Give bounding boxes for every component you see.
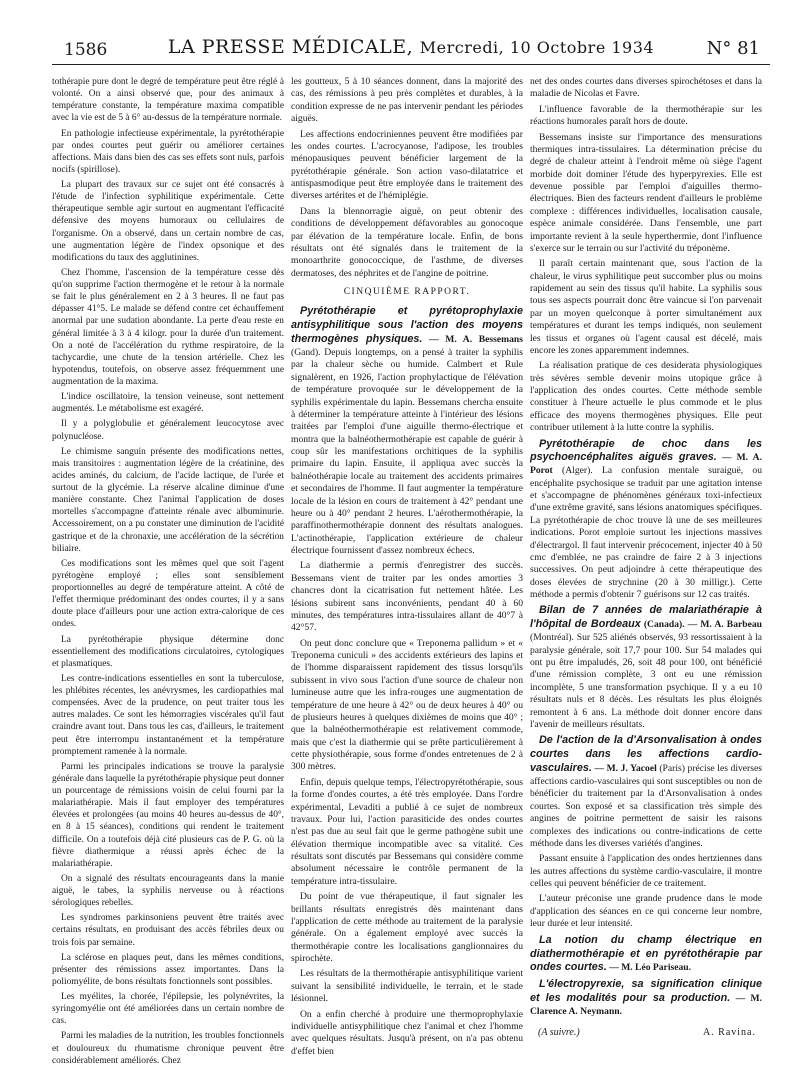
issue-number: N° 81 bbox=[706, 38, 760, 59]
paragraph: les goutteux, 5 à 10 séances donnent, dans la majorité des cas, des rémissions à peu près complètes et durables, à la condition expresse de ne pas intervenir pendant les périodes aiguës. bbox=[291, 76, 523, 125]
report-title: Pyrétothérapie de choc dans les psychoencéphalites aiguës graves. bbox=[530, 437, 762, 464]
journal-title-line bbox=[52, 36, 770, 58]
report-place: (Gand). bbox=[291, 347, 321, 359]
paragraph: On a signalé des résultats encourageants dans la manie aiguë, le tabes, la syphilis nerveuse ou à réactions sérologiques rebelles. bbox=[52, 873, 284, 909]
report-entry bbox=[530, 978, 762, 1018]
paragraph: La pyrétothérapie physique détermine donc essentiellement des modifications circulatoires, cytologiques et plasmatiques. bbox=[52, 634, 284, 669]
journal-title: LA PRESSE MÉDICALE, bbox=[167, 36, 414, 58]
issue-date: Mercredi, 10 Octobre 1934 bbox=[419, 38, 655, 57]
report-place: (Montréal). bbox=[530, 632, 574, 644]
report-entry bbox=[530, 604, 762, 731]
report-title: Bilan de 7 années de malariathérapie à l'hôpital de Bordeaux bbox=[530, 604, 762, 631]
report-title: Pyrétothérapie et pyrétoprophylaxie antisyphilitique sous l'action des moyens thermogènes physiques. bbox=[291, 305, 523, 346]
paragraph: Bessemans insiste sur l'importance des mensurations thermiques intra-tissulaires. La détermination précise du degré de chaleur atteint à l'endroit même où siège l'agent morbide doit dominer l'étude des hyperpyrexies. Elle est devenue possible par l'emploi d'aiguilles thermo-électriques. Bien des facteurs rendent d'ailleurs le problème complexe : différences individuelles, localisation causale, espèce animale considérée. Dans l'ensemble, une part importante revient à la seule hyperthermie, dont l'influence s'exerce sur le terrain ou sur l'activité du tréponème. bbox=[530, 131, 762, 254]
paragraph: L'indice oscillatoire, la tension veineuse, sont nettement augmentés. Le métabolisme est exagéré. bbox=[52, 392, 284, 415]
paragraph: On a enfin cherché à produire une thermoprophylaxie individuelle antisyphilitique chez l'animal et chez l'homme avec quelques résultats. Jusqu'à présent, on n'a pas obtenu d'effet bien bbox=[291, 1008, 523, 1057]
page-header bbox=[52, 34, 770, 65]
paragraph: L'influence favorable de la thermothérapie sur les réactions humorales paraît hors de doute. bbox=[530, 103, 762, 128]
paragraph: Les syndromes parkinsoniens peuvent être traités avec certains résultats, en produisant des accès fébriles deux ou trois fois par semaine. bbox=[52, 913, 284, 948]
paragraph: Dans la blennorragie aiguë, on peut obtenir des conditions de développement défavorables au gonocoque par élévation de la température locale. Enfin, de bons résultats ont été signalés dans le traitement de la monoarthrite gonococcique, de l'asthme, de diverses dermatoses, des néphrites et de l'angine de poitrine. bbox=[291, 205, 523, 279]
report-entry bbox=[530, 934, 762, 976]
report-text: précise les diverses affections cardio-vasculaires qui sont susceptibles ou non de bénéficier du traitement par la d'Arsonvalisation à ondes courtes. Son exposé et sa classification très simple des angines de poitrine permettent de saisir les raisons complexes des indications ou contre-indications de cette méthode dans les diverses variétés d'angines. bbox=[530, 763, 762, 849]
paragraph: Passant ensuite à l'application des ondes hertziennes dans les autres affections du système cardio-vasculaire, il montre celles qui peuvent bénéficier de ce traitement. bbox=[530, 853, 762, 890]
report-title: La notion du champ électrique en diathermothérapie et en pyrétothérapie par ondes courtes. bbox=[530, 933, 762, 974]
report-author: — M. Clarence A. Neymann. bbox=[530, 993, 762, 1018]
paragraph: Parmi les principales indications se trouve la paralysie générale dans laquelle la pyrétothérapie physique peut donner un pourcentage de rémissions voisin de celui fourni par la malariathérapie. Mais il faut employer des températures élevées et prolongées (au moins 40 heures au-dessus de 40°, en 8 à 15 séances), conditions qui rendent le traitement difficile. On a toutefois déjà cité plusieurs cas de P. G. où la fièvre diathermique a réussi après échec de la malariathérapie. bbox=[52, 761, 284, 869]
paragraph: La réalisation pratique de ces desiderata physiologiques très sévères semble devenir moins utopique grâce à l'application des ondes courtes. Cette méthode semble constituer à l'heure actuelle le plus commode et le plus efficace des moyens thermogènes physiques. Elle peut contribuer utilement à la lutte contre la syphilis. bbox=[530, 360, 762, 434]
paragraph: Du point de vue thérapeutique, il faut signaler les brillants résultats enregistrés dès maintenant dans l'application de cette méthode au traitement de la paralysie générale. On a également employé avec succès la thermothérapie contre les localisations ganglionnaires du spirochète. bbox=[291, 891, 523, 965]
report-place: (Alger). bbox=[562, 465, 593, 477]
paragraph: On peut donc conclure que « Treponema pallidum » et « Treponema cuniculi » des accidents extérieurs des lapins et de l'homme disparaissent rapidement des tissus lorsqu'ils subissent in vivo sous l'action d'une source de chaleur non lumineuse autre que les infra-rouges une augmentation de température de une heure à 42° ou de deux heures à 40° ou de plusieurs heures à quelques dixièmes de moins que 40° ; que la balnéothermothérapie est relativement commode, mais que c'est la diathermie qui se prête particulièrement à cette physiothérapie, sous forme d'ondes entretenues de 2 à 300 mètres. bbox=[291, 637, 523, 773]
page-number: 1586 bbox=[64, 40, 108, 60]
report-entry bbox=[530, 438, 762, 602]
report-title: De l'action de la d'Arsonvalisation à ondes courtes dans les affections cardio-vasculaires. bbox=[530, 734, 762, 775]
report-place: (Paris) bbox=[659, 763, 685, 775]
author-signature: A. Ravina. bbox=[702, 1026, 756, 1038]
paragraph: Parmi les maladies de la nutrition, les troubles fonctionnels et douloureux du rhumatisme chronique peuvent être considérablement améliorés. Chez bbox=[52, 1031, 284, 1066]
paragraph: Enfin, depuis quelque temps, l'électropyrétothérapie, sous la forme d'ondes courtes, a été très employée. Dans l'ordre expérimental, Levaditi a publié à ce sujet de nombreux travaux. Pour lui, l'action parasiticide des ondes courtes n'est pas due au seul fait que le germe pathogène subit une élévation thermique incompatible avec sa vitalité. Ces résultats sont discutés par Bessemans qui considère comme absolument nécessaire le contrôle permanent de la température intra-tissulaire. bbox=[291, 776, 523, 887]
paragraph: net des ondes courtes dans diverses spirochétoses et dans la maladie de Nicolas et Favre. bbox=[530, 76, 762, 100]
paragraph: En pathologie infectieuse expérimentale, la pyrétothérapie par ondes courtes peut guérir ou améliorer certaines affections. Mais dans bien des cas ses effets sont nuls, parfois nocifs (spirillose). bbox=[52, 128, 284, 175]
paragraph: Les contre-indications essentielles en sont la tuberculose, les phlébites récentes, les anévrysmes, les cardiopathies mal compensées. Avec de la prudence, on peut traiter tous les autres malades. Ce sont les hémorragies viscérales qu'il faut craindre avant tout. Dans tous les cas, d'ailleurs, le traitement peut être interrompu instantanément et la température promptement ramenée à la normale. bbox=[52, 673, 284, 757]
report-text: La confusion mentale suraiguë, ou encéphalite psychosique se traduit par une agitation intense et s'accompagne de phénomènes généraux toxi-infectieux d'une extrême gravité, sans lésions anatomiques spécifiques. La pyrétothérapie de choc trouve là une de ses meilleures indications. Porot emploie surtout les injections massives d'électrargol. Il faut intervenir précocement, injecter 40 à 50 cmc d'emblée, ne pas craindre de faire 2 à 3 injections successives. On peut adjoindre à cette thérapeutique des doses élevées de strychnine (20 à 30 milligr.). Cette méthode a permis d'obtenir 7 guérisons sur 12 cas traités. bbox=[530, 465, 763, 601]
paragraph: Le chimisme sanguin présente des modifications nettes, mais transitoires : augmentation légère de la créatinine, des acides aminés, du calcium, de l'acide lactique, de l'urée et surtout de la glycémie. La réserve alcaline diminue d'une manière constante. Chez l'animal l'application de doses mortelles s'accompagne d'atteinte rénale avec albuminurie. Accessoirement, on a pu constater une diminution de l'acidité gastrique et de la chronaxie, une accélération de la sécrétion biliaire. bbox=[52, 446, 284, 554]
paragraph: La sclérose en plaques peut, dans les mêmes conditions, présenter des rémissions assez importantes. Dans la poliomyélite, de bons résultats fonctionnels sont possibles. bbox=[52, 952, 284, 987]
report-author: — M. J. Yacoel bbox=[594, 763, 657, 775]
column-2 bbox=[291, 76, 523, 1061]
continued-note: (A suivre.) bbox=[538, 1026, 580, 1038]
column-3 bbox=[530, 76, 762, 1043]
report-text: Depuis longtemps, on a pensé à traiter la syphilis par la chaleur sèche ou humide. Calmbert et Rule signalèrent, en 1926, l'action prophylactique de l'élévation de température provoquée sur le développement de la syphilis expérimentale du lapin. Bessemans chercha ensuite à déterminer la température atteinte à l'intérieur des lésions traitées par l'emploi d'une aiguille thermo-électrique et montra que la balnéothermothérapie est capable de guérir à coup sûr les manifestations orchitiques de la syphilis primaire du lapin. Ensuite, il appliqua avec succès la balnéothérapie locale au traitement des accidents primaires et secondaires de l'homme. Il faut augmenter la température locale de la lésion en cours de traitement à 42° pendant une heure ou à 40° pendant 2 heures. L'aérothermothérapie, la paraffinothermothérapie donnent des résultats analogues. L'actinothérapie, l'application extérieure de chaleur électrique fournissent d'assez nombreux échecs. bbox=[291, 347, 523, 557]
paragraph: tothérapie pure dont le degré de température peut être réglé à volonté. On a ainsi observé que, pour des animaux à température constante, la température maxima compatible avec la vie est de 5 à 6° au-dessus de la température normale. bbox=[52, 77, 284, 124]
paragraph: L'auteur préconise une grande prudence dans le mode d'application des séances en ce qui concerne leur nombre, leur durée et leur intensité. bbox=[530, 893, 762, 930]
paragraph: Les affections endocriniennes peuvent être modifiées par les ondes courtes. L'acrocyanose, l'adipose, les troubles ménopausiques peuvent bénéficier largement de la pyrétothérapie générale. Son action vaso-dilatatrice et antispasmodique peut être employée dans le traitement des diverses artérites et de l'hémiplégie. bbox=[291, 128, 523, 202]
report-entry bbox=[530, 734, 762, 850]
paragraph: La diathermie a permis d'enregistrer des succès. Bessemans vient de traiter par les ondes amorties 3 chancres dont la cicatrisation fut nettement hâtée. Les lésions subirent sans inconvénients, pendant 40 à 60 minutes, des températures intra-tissulaires allant de 40°7 à 42°57. bbox=[291, 560, 523, 634]
paragraph: Les résultats de la thermothérapie antisyphilitique varient suivant la sensibilité individuelle, le terrain, et le stade lésionnel. bbox=[291, 968, 523, 1005]
report-author: (Canada). — M. A. Barbeau bbox=[643, 619, 762, 631]
paragraph: Il y a polyglobulie et généralement leucocytose avec polynucléose. bbox=[52, 419, 284, 442]
column-1 bbox=[52, 76, 284, 1070]
report-author: — M. A. Porot bbox=[530, 452, 762, 477]
paragraph: La plupart des travaux sur ce sujet ont été consacrés à l'étude de l'infection syphilitique expérimentale. Cette thérapeutique semble agir surtout en augmentant l'efficacité défensive des moyens humoraux ou cellulaires de l'organisme. On a observé, dans un certain nombre de cas, une augmentation légère de l'index opsonique et des modifications du taux des agglutinines. bbox=[52, 180, 284, 263]
paragraph: Chez l'homme, l'ascension de la température cesse dès qu'on supprime l'action thermogène et le retour à la normale se fait le plus généralement en 2 à 3 heures. Il ne faut pas dépasser 41°5. Le malade se défend contre cet échauffement anormal par une sudation abondante. La perte d'eau reste en général limitée à 3 à 4 kilogr. pour la durée d'un traitement. On a noté de l'accélération du rythme respiratoire, de la tachycardie, une chute de la tension artérielle. Chez les hypotendus, toutefois, on observe assez fréquemment une augmentation de la maxima. bbox=[52, 267, 284, 387]
report-title: L'électropyrexie, sa signification clinique et les modalités pour sa production. bbox=[530, 978, 762, 1005]
report-entry bbox=[291, 305, 523, 557]
paragraph: Ces modifications sont les mêmes quel que soit l'agent pyrétogène employé ; elles sont sensiblement proportionnelles au degré de température atteint. A côté de l'effet thermique prédominant des ondes courtes, il y a sans doute place d'ailleurs pour une action extra-calorique de ces ondes. bbox=[52, 558, 284, 630]
report-author: — M. Léo Pariseau. bbox=[609, 962, 692, 974]
section-heading: CINQUIÈME RAPPORT. bbox=[343, 287, 471, 297]
report-author: — M. A. Bessemans bbox=[429, 334, 523, 346]
paragraph: Les myélites, la chorée, l'épilepsie, les polynévrites, la syringomyélie ont été améliorées dans un certain nombre de cas. bbox=[52, 992, 284, 1027]
article-footer bbox=[530, 1027, 762, 1043]
paragraph: Il paraît certain maintenant que, sous l'action de la chaleur, le virus syphilitique peut succomber plus ou moins rapidement au sein des tissus qu'il habite. La syphilis sous tous ses aspects pourrait donc être vaincue si l'on parvenait par un moyen quelconque à porter simultanément aux températures et durant les temps indiqués, non seulement les tissus et organes où l'agent causal est décelé, mais encore les zones apparemment indemnes. bbox=[530, 258, 762, 356]
report-text: Sur 525 aliénés observés, 93 ressortissaient à la paralysie générale, soit 17,7 pour 100. Sur 54 malades qui ont pu être impaludés, 26, soit 48 pour 100, ont bénéficié d'une rémission complète, 3 ont eu une rémission incomplète, 5 une transformation psychique. Il y a eu 10 résultats nuls et 8 décès. Les résultats les plus éloignés remontent à 6 ans. La méthode doit donner encore dans l'avenir de meilleurs résultats. bbox=[530, 632, 762, 730]
